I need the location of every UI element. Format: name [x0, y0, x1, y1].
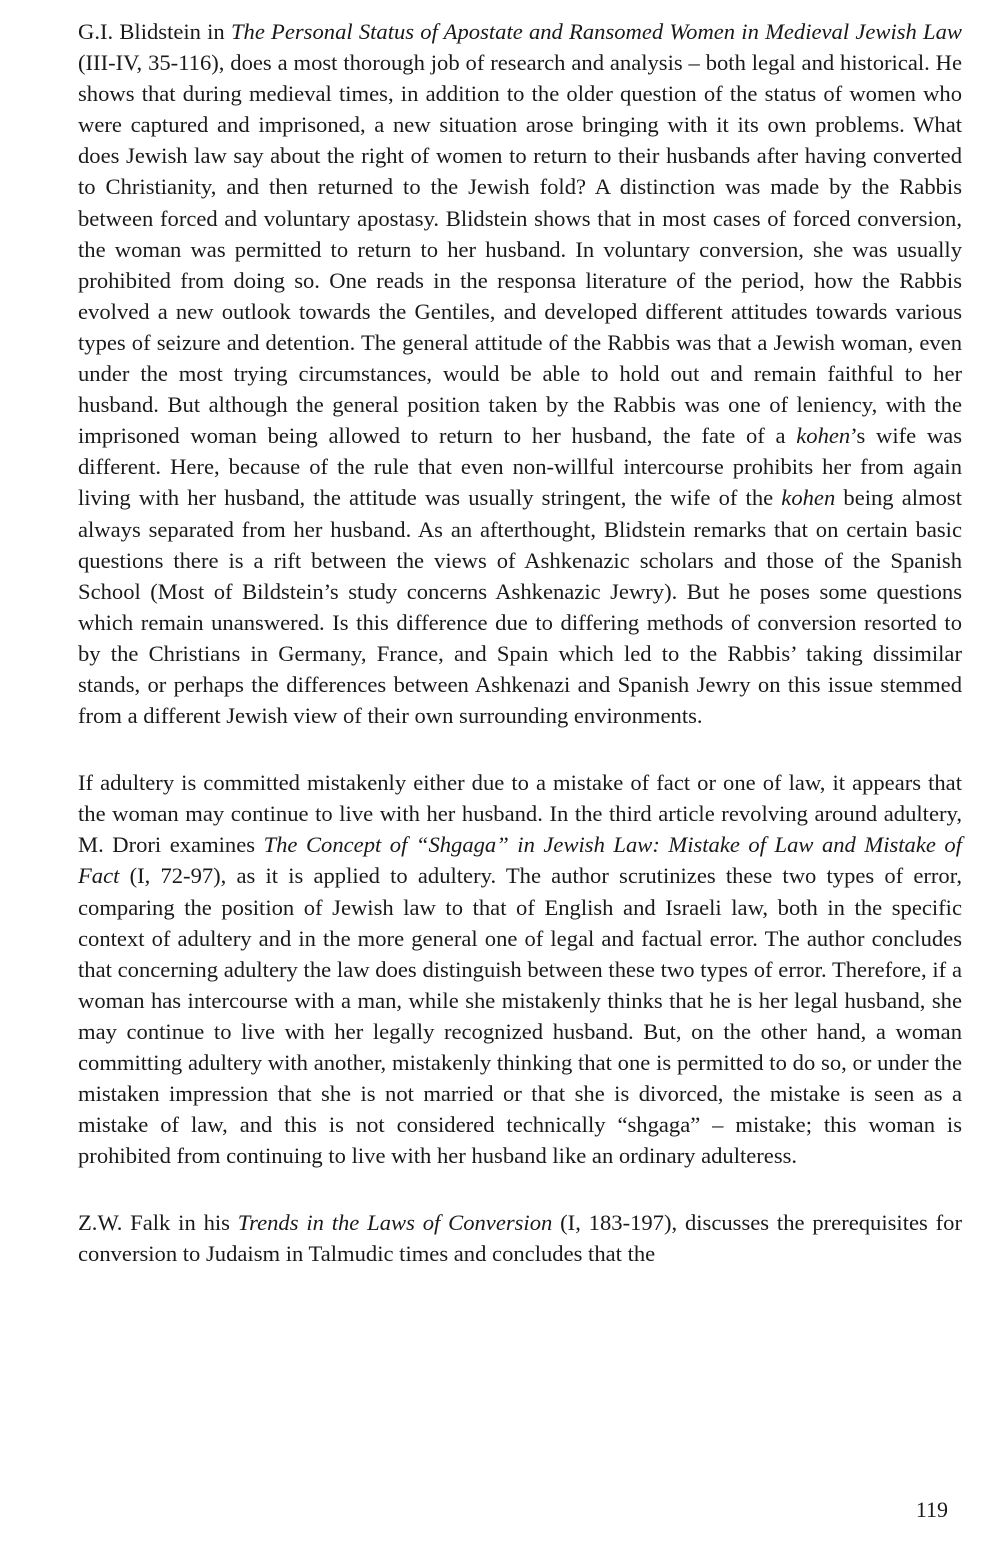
page-body: [78, 16, 962, 1270]
text-segment: (I, 183-197), discusses the prerequisites for conversion to Judaism in Talmudic times and concludes that the: [78, 1210, 962, 1267]
book-title: Trends in the Laws of Conversion: [237, 1210, 553, 1236]
text-segment: being almost always separated from her husband. As an afterthought, Blidstein remarks that on certain basic questions there is a rift between the views of Ashkenazic scholars and those of the Spanish School (Most of Bildstein’s study concerns Ashkenazic Jewry). But he poses some questions which remain unanswered. Is this difference due to differing methods of conversion resorted to by the Christians in Germany, France, and Spain which led to the Rabbis’ taking dissimilar stands, or perhaps the differences between Ashkenazi and Spanish Jewry on this issue stemmed from a different Jewish view of their own surrounding environments.: [78, 485, 962, 729]
text-segment: G.I. Blidstein in: [78, 19, 231, 44]
text-segment: ’s wife was different. Here, because of the rule that even non-willful intercourse prohibits her from again living with her husband, the attitude was usually stringent, the wife of the: [78, 423, 962, 511]
book-title: The Personal Status of Apostate and Ransomed Women in Medieval Jewish Law: [230, 19, 962, 44]
text-segment: (III-IV, 35-116), does a most thorough job of research and analysis – both legal and historical. He shows that during medieval times, in addition to the older question of the status of women who were captured and imprisoned, a new situation arose bringing with it its own problems. What does Jewish law say about the right of women to return to their husbands after having converted to Christianity, and then returned to the Jewish fold? A distinction was made by the Rabbis between forced and voluntary apostasy. Blidstein shows that in most cases of forced conversion, the woman was permitted to return to her husband. In voluntary conversion, she was usually prohibited from doing so. One reads in the responsa literature of the period, how the Rabbis evolved a new outlook towards the Gentiles, and developed different attitudes towards various types of seizure and detention. The general attitude of the Rabbis was that a Jewish woman, even under the most trying circumstances, would be able to hold out and remain faithful to her husband. But although the general position taken by the Rabbis was one of leniency, with the imprisoned woman being allowed to return to her husband, the fate of a: [78, 50, 962, 449]
italic-term: kohen: [781, 485, 836, 511]
paragraph-blidstein: [78, 16, 962, 731]
text-segment: Z.W. Falk in his: [78, 1210, 238, 1236]
paragraph-drori: [78, 767, 962, 1171]
text-segment: If adultery is committed mistakenly either due to a mistake of fact or one of law, it appears that the woman may continue to live with her husband. In the third article revolving around adultery, M. Drori examines: [78, 770, 962, 858]
paragraph-falk: [78, 1207, 962, 1269]
page-number: 119: [915, 1497, 948, 1522]
italic-term: kohen: [796, 423, 851, 449]
book-title: The Concept of “Shgaga” in Jewish Law: Mistake of Law and Mistake of Fact: [78, 832, 962, 889]
text-segment: (I, 72-97), as it is applied to adultery. The author scrutinizes these two types of error, comparing the position of Jewish law to that of English and Israeli law, both in the specific context of adultery and in the more general one of legal and factual error. The author concludes that concerning adultery the law does distinguish between these two types of error. Therefore, if a woman has intercourse with a man, while she mistakenly thinks that he is her legal husband, she may continue to live with her legally recognized husband. But, on the other hand, a woman committing adultery with another, mistakenly thinking that one is permitted to do so, or under the mistaken impression that she is not married or that she is divorced, the mistake is seen as a mistake of law, and this is not considered technically “shgaga” – mistake; this woman is prohibited from continuing to live with her husband like an ordinary adulteress.: [78, 863, 962, 1169]
